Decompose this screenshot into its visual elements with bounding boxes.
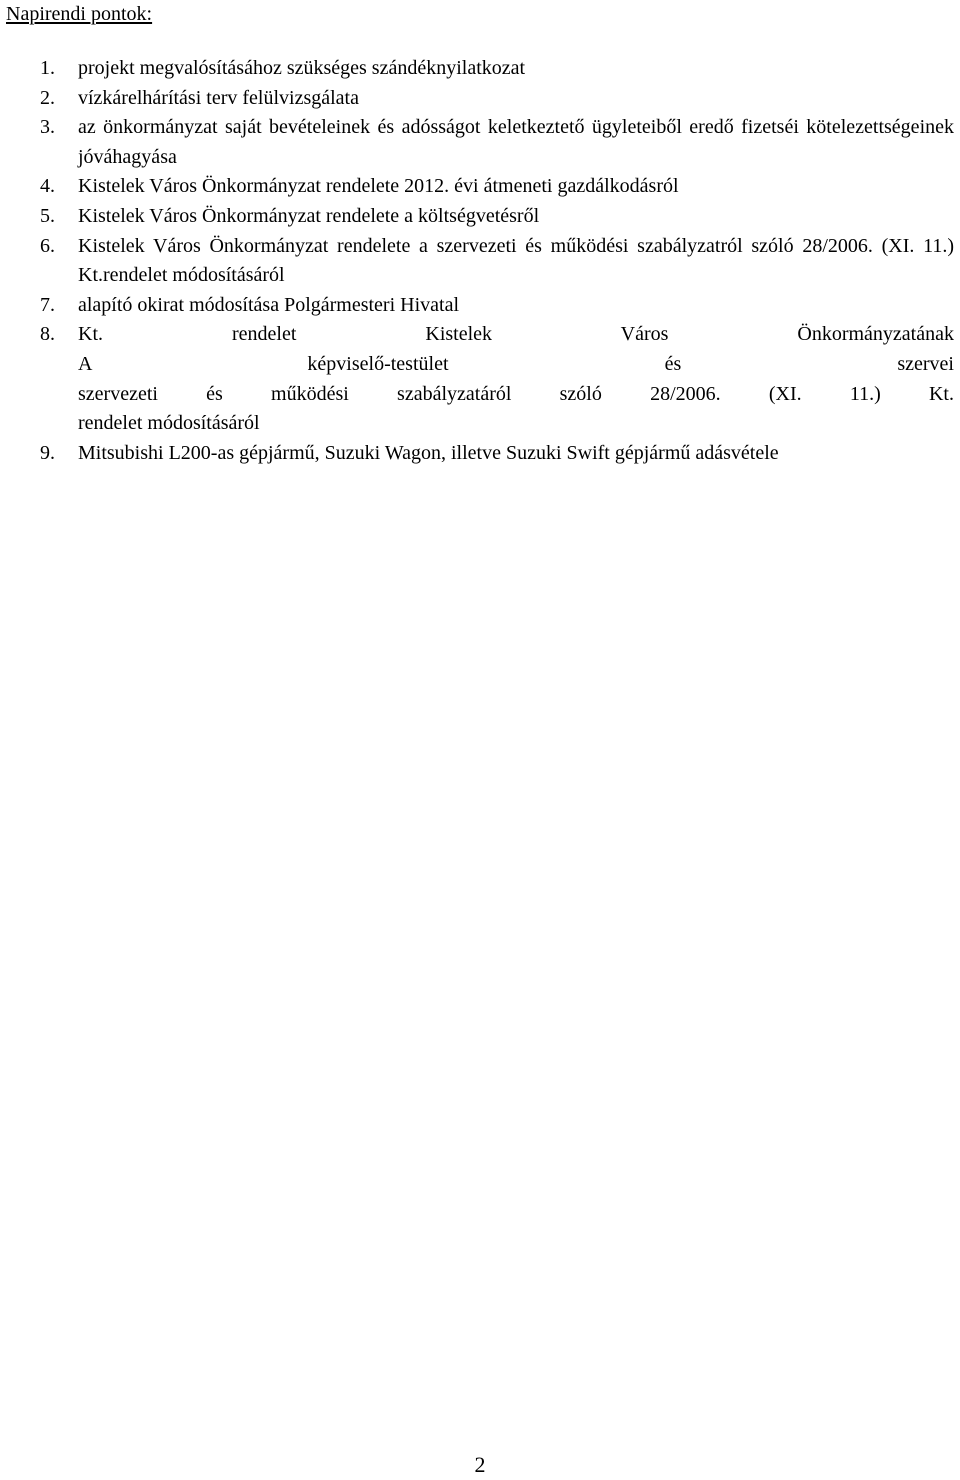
agenda-heading: Napirendi pontok: <box>6 3 153 25</box>
agenda-item-3 <box>40 113 954 172</box>
agenda-item-text: az önkormányzat saját bevételeinek és adósságot keletkeztető ügyleteiből eredő fizetséi kötelezettségeinek jóváhagyása <box>78 116 954 168</box>
agenda-item-6 <box>40 232 954 291</box>
agenda-item-line: rendelet módosításáról <box>78 412 260 435</box>
agenda-item-number: 5. <box>40 204 55 227</box>
agenda-item-text: vízkárelhárítási terv felülvizsgálata <box>78 86 359 109</box>
agenda-item-2 <box>40 84 954 114</box>
agenda-item-line: Kt. rendelet Kistelek Város Önkormányzatának <box>78 323 954 346</box>
agenda-list <box>40 54 954 468</box>
agenda-item-number: 4. <box>40 175 55 198</box>
agenda-item-text <box>78 320 954 438</box>
agenda-item-text: Kistelek Város Önkormányzat rendelete 2012. évi átmeneti gazdálkodásról <box>78 175 679 198</box>
agenda-item-line: A képviselő-testület és szervei <box>78 352 954 375</box>
agenda-item-number: 3. <box>40 116 55 139</box>
agenda-item-text: Mitsubishi L200-as gépjármű, Suzuki Wagon, illetve Suzuki Swift gépjármű adásvétele <box>78 441 779 464</box>
agenda-item-1 <box>40 54 954 84</box>
agenda-item-text: Kistelek Város Önkormányzat rendelete a szervezeti és működési szabályzatról szóló 28/2006. (XI. 11.) Kt.rendelet módosításáról <box>78 234 954 287</box>
agenda-item-text: alapító okirat módosítása Polgármesteri Hivatal <box>78 293 460 316</box>
agenda-item-5 <box>40 202 954 232</box>
agenda-item-8 <box>40 320 954 438</box>
agenda-item-text: Kistelek Város Önkormányzat rendelete a költségvetésről <box>78 204 540 227</box>
agenda-item-number: 6. <box>40 234 55 257</box>
agenda-item-9 <box>40 439 954 469</box>
agenda-item-number: 8. <box>40 323 55 346</box>
page-number: 2 <box>474 1452 486 1477</box>
agenda-item-number: 1. <box>40 57 55 79</box>
agenda-item-number: 2. <box>40 86 55 109</box>
agenda-item-7 <box>40 291 954 321</box>
agenda-item-4 <box>40 172 954 202</box>
agenda-item-number: 9. <box>40 441 55 464</box>
agenda-item-line: szervezeti és működési szabályzatáról szóló 28/2006. (XI. 11.) Kt. <box>78 382 954 405</box>
agenda-item-text: projekt megvalósításához szükséges szándéknyilatkozat <box>78 57 526 79</box>
agenda-item-number: 7. <box>40 293 55 316</box>
